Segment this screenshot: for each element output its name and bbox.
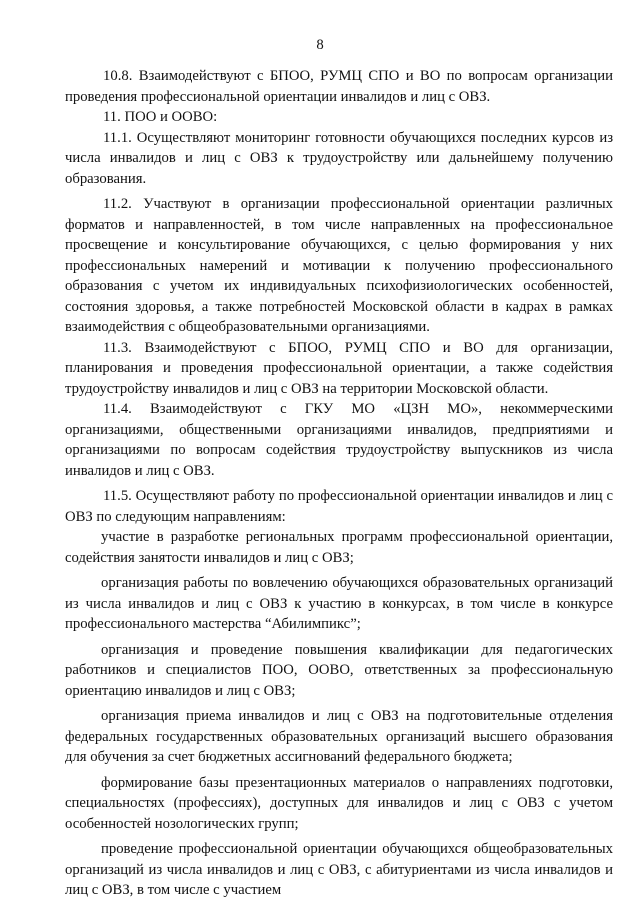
paragraph-10-8: 10.8. Взаимодействуют с БПОО, РУМЦ СПО и ВО по вопросам организации проведения профессиональной ориентации инвалидов и лиц с ОВЗ. bbox=[65, 68, 613, 105]
list-item-preparatory-admission: организация приема инвалидов и лиц с ОВЗ на подготовительные отделения федеральных государственных образовательных организаций высшего образования для обучения за счет бюджетных ассигнований федерального бюджета; bbox=[65, 708, 613, 765]
page-number: 8 bbox=[316, 37, 324, 53]
paragraph-11-5: 11.5. Осуществляют работу по профессиональной ориентации инвалидов и лиц с ОВЗ по следующим направлениям: bbox=[65, 488, 613, 525]
paragraph-11-1: 11.1. Осуществляют мониторинг готовности обучающихся последних курсов из числа инвалидов и лиц с ОВЗ к трудоустройству или дальнейшему получению образования. bbox=[65, 129, 613, 187]
list-item-qualification-training: организация и проведение повышения квалификации для педагогических работников и специалистов ПОО, ООВО, ответственных за профессиональную ориентацию инвалидов и лиц с ОВЗ; bbox=[65, 641, 613, 699]
paragraph-11-4: 11.4. Взаимодействуют с ГКУ МО «ЦЗН МО», некоммерческими организациями, общественными организациями инвалидов, предприятиями и организациями по вопросам содействия трудоустройству выпускников из числа инвалидов и лиц с ОВЗ. bbox=[65, 401, 613, 479]
document-body bbox=[65, 66, 613, 901]
list-item-presentation-materials: формирование базы презентационных материалов о направлениях подготовки, специальностях (профессиях), доступных для инвалидов и лиц с ОВЗ с учетом особенностей нозологических групп; bbox=[65, 774, 613, 832]
list-item-career-guidance: проведение профессиональной ориентации обучающихся общеобразовательных организаций из числа инвалидов и лиц с ОВЗ, с абитуриентами из числа инвалидов и лиц с ОВЗ, в том числе с участием bbox=[65, 841, 613, 898]
paragraph-11-heading: 11. ПОО и ООВО: bbox=[103, 109, 218, 125]
paragraph-11-2: 11.2. Участвуют в организации профессиональной ориентации различных форматов и направленностей, в том числе направленных на профессиональное просвещение и консультирование обучающихся, с целью формирования у них профессиональных намерений и мотивации к получению профессионального образования с учетом их индивидуальных психофизиологических особенностей, состояния здоровья, а также потребностей Московской области в кадрах в рамках взаимодействия с общеобразовательными организациями. bbox=[65, 196, 613, 335]
list-item-regional-programs: участие в разработке региональных программ профессиональной ориентации, содействия занятости инвалидов и лиц с ОВЗ; bbox=[65, 529, 613, 566]
list-item-contest-involvement: организация работы по вовлечению обучающихся образовательных организаций из числа инвалидов и лиц с ОВЗ к участию в конкурсах, в том числе в конкурсе профессионального мастерства “Абилимпикс”; bbox=[65, 575, 613, 632]
paragraph-11-3: 11.3. Взаимодействуют с БПОО, РУМЦ СПО и ВО для организации, планирования и проведения профессиональной ориентации, а также содействия трудоустройству инвалидов и лиц с ОВЗ на территории Московской области. bbox=[65, 339, 613, 397]
